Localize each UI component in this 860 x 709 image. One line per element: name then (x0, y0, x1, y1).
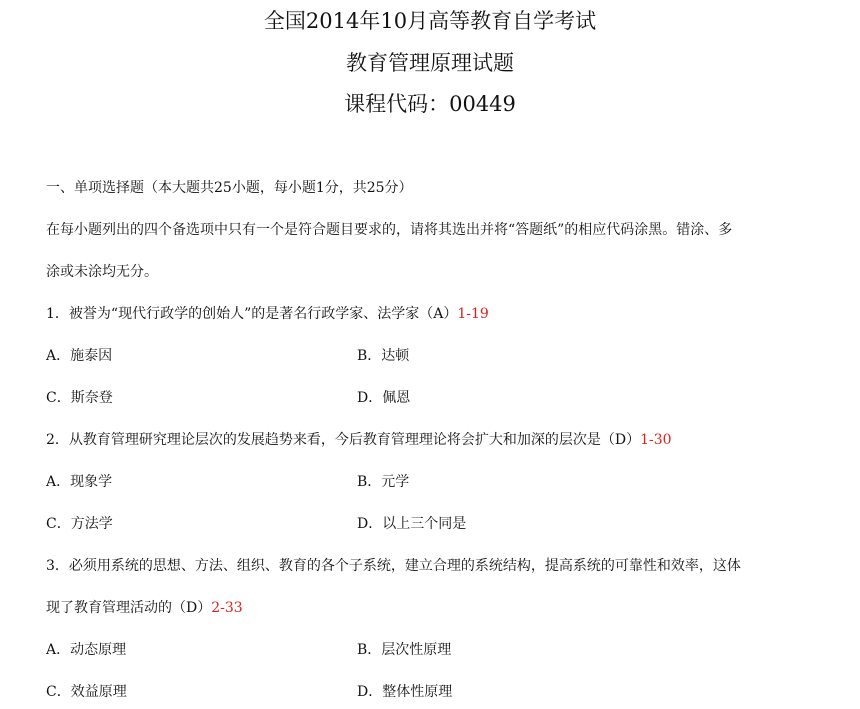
question-1-option-d: D．佩恩 (357, 390, 411, 406)
question-2-option-a: A．现象学 (46, 474, 113, 490)
instruction-line-2: 涂或未涂均无分。 (46, 264, 158, 280)
question-3-option-d: D．整体性原理 (357, 684, 453, 700)
section-heading: 一、单项选择题（本大题共25小题，每小题1分，共25分） (46, 180, 413, 196)
question-1-option-a: A．施泰因 (46, 348, 113, 364)
course-code: 课程代码：00449 (344, 92, 516, 116)
question-2-option-d: D．以上三个同是 (357, 516, 467, 532)
question-1-option-b: B．达顿 (357, 348, 410, 364)
question-2-option-b: B．元学 (357, 474, 410, 490)
question-1-option-c: C．斯奈登 (46, 390, 113, 406)
question-2-option-c: C．方法学 (46, 516, 113, 532)
question-3-option-a: A．动态原理 (46, 642, 127, 658)
question-3-stem-line-1: 3．必须用系统的思想、方法、组织、教育的各个子系统，建立合理的系统结构，提高系统的可靠性和效率，这体 (46, 558, 741, 574)
question-1-reference: 1-19 (457, 306, 489, 322)
subject-title: 教育管理原理试题 (346, 51, 514, 75)
question-3-text: 现了教育管理活动的（D） (46, 600, 212, 616)
question-2-text: 2．从教育管理研究理论层次的发展趋势来看，今后教育管理理论将会扩大和加深的层次是（D） (46, 432, 641, 448)
question-1-text: 1．被誉为“现代行政学的创始人”的是著名行政学家、法学家（A） (46, 306, 458, 322)
question-2-reference: 1-30 (640, 432, 672, 448)
exam-title: 全国2014年10月高等教育自学考试 (263, 9, 597, 33)
question-2-stem (46, 433, 672, 447)
question-3-stem-line-2 (46, 601, 243, 615)
question-3-option-c: C．效益原理 (46, 684, 127, 700)
question-3-option-b: B．层次性原理 (357, 642, 452, 658)
question-1-stem (46, 307, 489, 321)
question-3-reference: 2-33 (211, 600, 243, 616)
instruction-line-1: 在每小题列出的四个备选项中只有一个是符合题目要求的，请将其选出并将“答题纸”的相应代码涂黑。错涂、多 (46, 222, 733, 238)
